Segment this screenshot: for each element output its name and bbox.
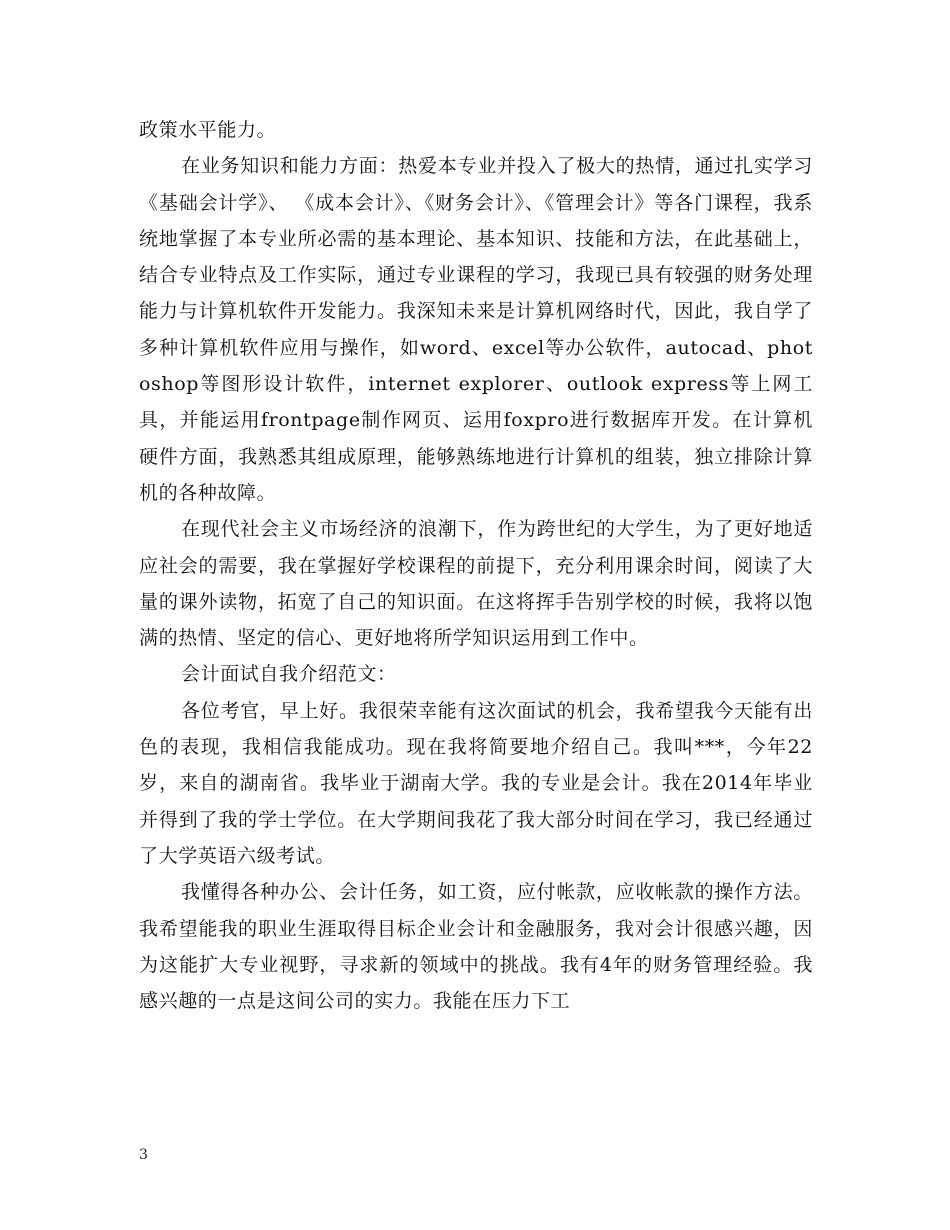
section-heading: 会计面试自我介绍范文： <box>181 663 397 686</box>
paragraph: 在现代社会主义市场经济的浪潮下，作为跨世纪的大学生，为了更好地适应社会的需要，我在掌握好学校课程的前提下，充分利用课余时间，阅读了大量的课外读物，拓宽了自己的知识面。在这将挥手告别学校的时候，我将以饱满的热情、坚定的信心、更好地将所学知识运用到工作中。 <box>139 518 813 650</box>
page-number: 3 <box>139 1147 148 1163</box>
paragraph: 我懂得各种办公、会计任务，如工资，应付帐款，应收帐款的操作方法。我希望能我的职业生涯取得目标企业会计和金融服务，我对会计很感兴趣，因为这能扩大专业视野，寻求新的领域中的挑战。我有4年的财务管理经验。我感兴趣的一点是这间公司的实力。我能在压力下工 <box>139 881 813 1013</box>
paragraph: 在业务知识和能力方面：热爱本专业并投入了极大的热情，通过扎实学习《基础会计学》、 《成本会计》、《财务会计》、《管理会计》等各门课程，我系统地掌握了本专业所必需的基本理论、基本知识、技能和方法，在此基础上，结合专业特点及工作实际，通过专业课程的学习，我现已具有较强的财务处理能力与计算机软件开发能力。我深知未来是计算机网络时代，因此，我自学了多种计算机软件应用与操作，如word、excel等办公软件，autocad、photoshop等图形设计软件，internet explorer、outlook express等上网工具，并能运用frontpage制作网页、运用foxpro进行数据库开发。在计算机硬件方面，我熟悉其组成原理，能够熟练地进行计算机的组装，独立排除计算机的各种故障。 <box>139 155 813 504</box>
document-body <box>139 112 813 1019</box>
paragraph: 各位考官，早上好。我很荣幸能有这次面试的机会，我希望我今天能有出色的表现，我相信我能成功。现在我将简要地介绍自己。我叫***，今年22岁，来自的湖南省。我毕业于湖南大学。我的专业是会计。我在2014年毕业并得到了我的学士学位。在大学期间我花了我大部分时间在学习，我已经通过了大学英语六级考试。 <box>139 699 813 867</box>
paragraph: 政策水平能力。 <box>139 119 277 141</box>
